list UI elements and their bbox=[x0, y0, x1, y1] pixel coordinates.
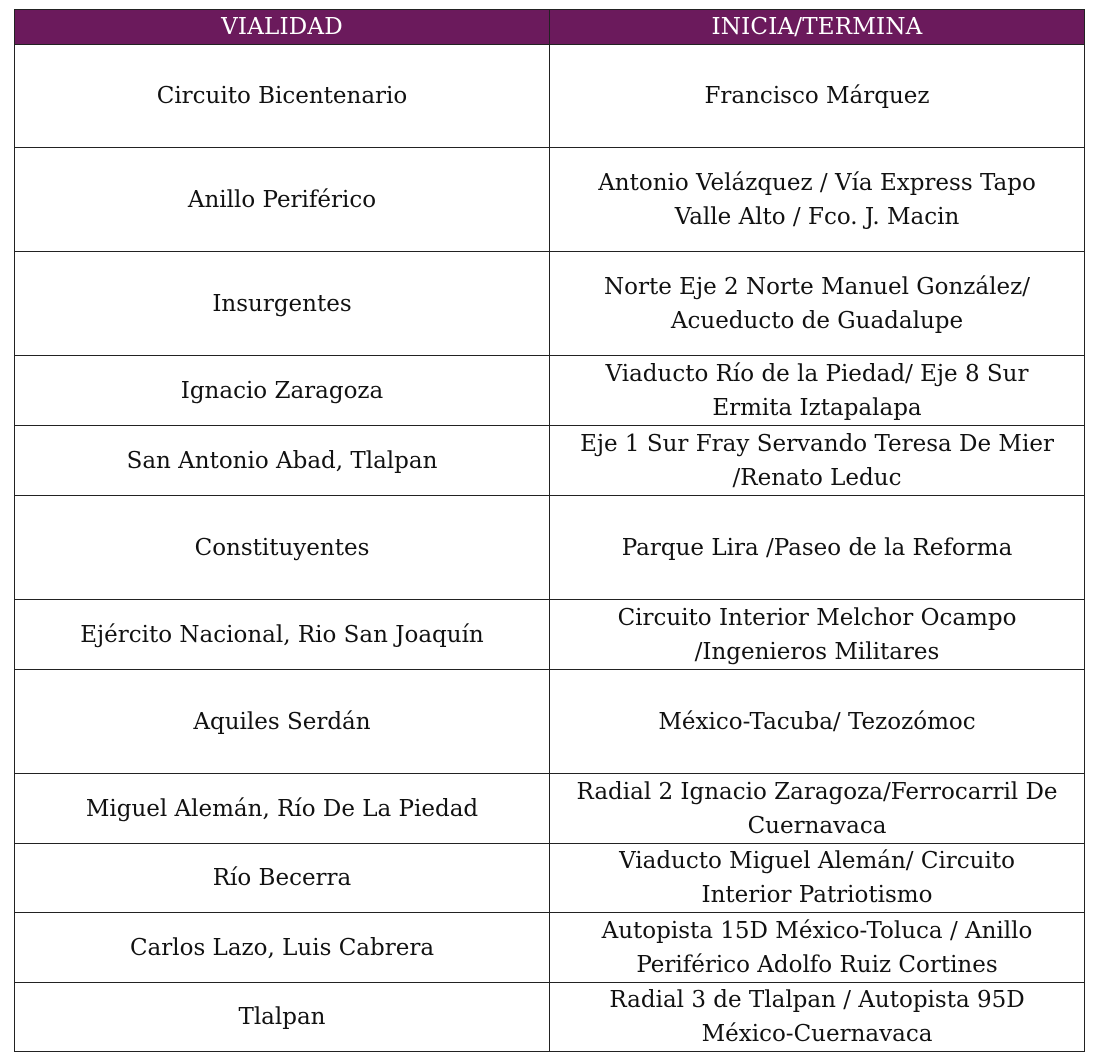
inicia-termina-text: Viaducto Miguel Alemán/ Circuito Interior Patriotismo bbox=[619, 848, 1015, 908]
inicia-termina-text: México-Tacuba/ Tezozómoc bbox=[658, 708, 976, 735]
vialidad-text: Constituyentes bbox=[194, 534, 370, 561]
cell-vialidad bbox=[15, 356, 550, 426]
roads-table bbox=[14, 9, 1085, 1052]
cell-vialidad bbox=[15, 600, 550, 670]
table-row bbox=[15, 252, 1085, 356]
cell-inicia-termina bbox=[550, 356, 1085, 426]
table-row bbox=[15, 600, 1085, 670]
table-row bbox=[15, 148, 1085, 252]
vialidad-text: Tlalpan bbox=[238, 1004, 326, 1030]
cell-inicia-termina bbox=[550, 983, 1085, 1052]
cell-vialidad bbox=[15, 45, 550, 148]
cell-vialidad bbox=[15, 774, 550, 844]
table-row bbox=[15, 983, 1085, 1052]
cell-vialidad bbox=[15, 913, 550, 983]
table-row bbox=[15, 426, 1085, 496]
table-row bbox=[15, 356, 1085, 426]
cell-inicia-termina bbox=[550, 148, 1085, 252]
cell-inicia-termina bbox=[550, 496, 1085, 600]
inicia-termina-text: Circuito Interior Melchor Ocampo /Ingenieros Militares bbox=[617, 604, 1017, 665]
inicia-termina-text: Viaducto Río de la Piedad/ Eje 8 Sur Ermita Iztapalapa bbox=[605, 360, 1029, 421]
header-vialidad: VIALIDAD bbox=[15, 10, 550, 45]
table-row bbox=[15, 45, 1085, 148]
cell-vialidad bbox=[15, 844, 550, 913]
vialidad-text: Carlos Lazo, Luis Cabrera bbox=[129, 934, 435, 961]
vialidad-text: Río Becerra bbox=[212, 865, 352, 891]
cell-inicia-termina bbox=[550, 45, 1085, 148]
inicia-termina-text: Norte Eje 2 Norte Manuel González/ Acueducto de Guadalupe bbox=[604, 273, 1030, 334]
inicia-termina-text: Francisco Márquez bbox=[704, 83, 930, 109]
vialidad-text: San Antonio Abad, Tlalpan bbox=[126, 447, 438, 474]
vialidad-text: Miguel Alemán, Río De La Piedad bbox=[85, 795, 479, 822]
inicia-termina-text: Eje 1 Sur Fray Servando Teresa De Mier /Renato Leduc bbox=[580, 430, 1054, 491]
table-row bbox=[15, 496, 1085, 600]
cell-vialidad bbox=[15, 426, 550, 496]
vialidad-text: Ejército Nacional, Rio San Joaquín bbox=[80, 621, 484, 648]
cell-inicia-termina bbox=[550, 774, 1085, 844]
cell-vialidad bbox=[15, 148, 550, 252]
table-row bbox=[15, 844, 1085, 913]
table-row bbox=[15, 913, 1085, 983]
vialidad-text: Aquiles Serdán bbox=[193, 708, 371, 735]
cell-inicia-termina bbox=[550, 913, 1085, 983]
cell-vialidad bbox=[15, 496, 550, 600]
vialidad-text: Circuito Bicentenario bbox=[156, 83, 408, 109]
table-row bbox=[15, 670, 1085, 774]
cell-inicia-termina bbox=[550, 600, 1085, 670]
table-header-row bbox=[15, 10, 1085, 45]
inicia-termina-text: Antonio Velázquez / Vía Express Tapo Valle Alto / Fco. J. Macin bbox=[598, 169, 1036, 230]
vialidad-text: Ignacio Zaragoza bbox=[180, 377, 384, 404]
vialidad-text: Insurgentes bbox=[212, 290, 352, 317]
cell-vialidad bbox=[15, 983, 550, 1052]
header-inicia-termina: INICIA/TERMINA bbox=[550, 10, 1085, 45]
roads-table-container bbox=[14, 9, 1084, 1052]
inicia-termina-text: Parque Lira /Paseo de la Reforma bbox=[621, 534, 1013, 561]
cell-vialidad bbox=[15, 670, 550, 774]
inicia-termina-text: Radial 2 Ignacio Zaragoza/Ferrocarril De Cuernavaca bbox=[576, 778, 1058, 839]
vialidad-text: Anillo Periférico bbox=[187, 186, 377, 213]
cell-inicia-termina bbox=[550, 670, 1085, 774]
inicia-termina-text: Autopista 15D México-Toluca / Anillo Periférico Adolfo Ruiz Cortines bbox=[601, 917, 1033, 978]
cell-inicia-termina bbox=[550, 426, 1085, 496]
inicia-termina-text: Radial 3 de Tlalpan / Autopista 95D México-Cuernavaca bbox=[609, 987, 1025, 1047]
table-row bbox=[15, 774, 1085, 844]
cell-vialidad bbox=[15, 252, 550, 356]
cell-inicia-termina bbox=[550, 844, 1085, 913]
cell-inicia-termina bbox=[550, 252, 1085, 356]
